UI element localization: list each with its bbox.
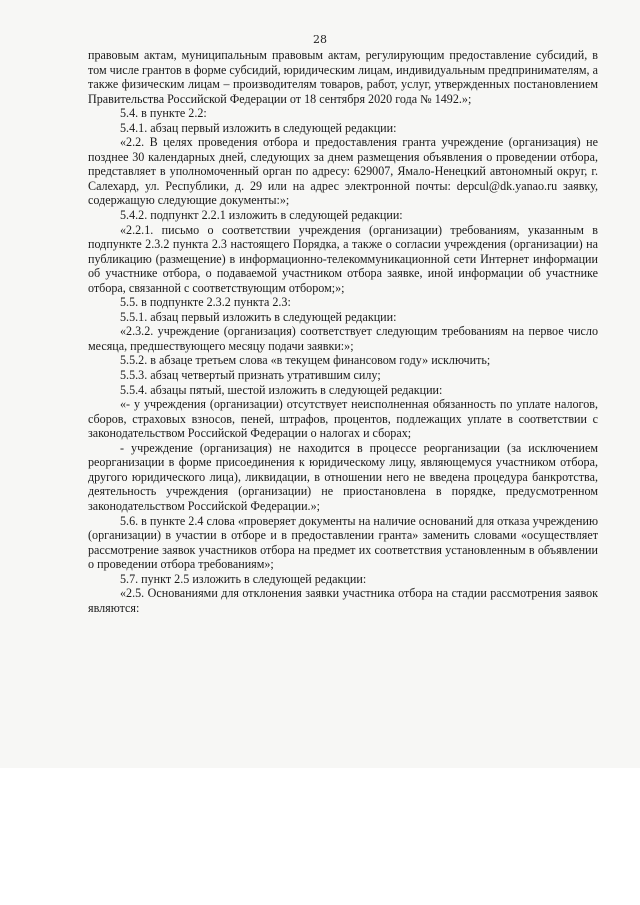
paragraph: 5.6. в пункте 2.4 слова «проверяет документы на наличие оснований для отказа учреждению (организации) в участии в отборе и в предоставлении гранта» заменить словами «осуществляет рассмотрение заявок участников отбора на предмет их соответствия установленным в объявлении о проведении отбора требованиям»; xyxy=(88,513,598,572)
paragraph: «2.2. В целях проведения отбора и предоставления гранта учреждение (организация) не позднее 30 календарных дней, следующих за днем размещения объявления о проведении отбора, представляет в уполномоченный орган по адресу: 629007, Ямало-Ненецкий автономный округ, г. Салехард, ул. Республики, д. 29 или на адрес электронной почты: depcul@dk.yanao.ru заявку, содержащую следующие документы:»; xyxy=(88,135,598,208)
paragraph: 5.5. в подпункте 2.3.2 пункта 2.3: xyxy=(120,295,291,310)
paragraph: 5.4. в пункте 2.2: xyxy=(120,106,207,121)
paragraph: «- у учреждения (организации) отсутствует неисполненная обязанность по уплате налогов, сборов, страховых взносов, пеней, штрафов, процентов, подлежащих уплате в соответствии с законодательством Российской Федерации о налогах и сборах; xyxy=(88,397,598,441)
paragraph: 5.5.2. в абзаце третьем слова «в текущем финансовом году» исключить; xyxy=(120,353,491,368)
paragraph: 5.4.1. абзац первый изложить в следующей редакции: xyxy=(120,120,397,135)
paragraph: 5.5.1. абзац первый изложить в следующей редакции: xyxy=(120,309,397,324)
document-body xyxy=(88,48,598,615)
paragraph: 5.5.3. абзац четвертый признать утратившим силу; xyxy=(120,368,381,383)
paragraph-continuation: правовым актам, муниципальным правовым актам, регулирующим предоставление субсидий, в том числе грантов в форме субсидий, юридическим лицам, индивидуальным предпринимателям, а также физическим лицам – производителям товаров, работ, услуг, утвержденных постановлением Правительства Российской Федерации от 18 сентября 2020 года № 1492.»; xyxy=(88,48,598,106)
paragraph: 5.5.4. абзацы пятый, шестой изложить в следующей редакции: xyxy=(120,382,443,397)
paragraph: - учреждение (организация) не находится в процессе реорганизации (за исключением реорганизации в форме присоединения к юридическому лицу, являющемуся участником отбора, другого юридического лица), ликвидации, в отношении него не введена процедура банкротства, деятельность учреждения (организации) не приостановлена в порядке, предусмотренном законодательством Российской Федерации.»; xyxy=(88,440,598,513)
paragraph: 5.7. пункт 2.5 изложить в следующей редакции: xyxy=(120,571,367,586)
paragraph: «2.3.2. учреждение (организация) соответствует следующим требованиям на первое число месяца, предшествующего месяцу подачи заявки:»; xyxy=(88,324,598,353)
page-number: 28 xyxy=(313,33,327,46)
paragraph: 5.4.2. подпункт 2.2.1 изложить в следующей редакции: xyxy=(120,208,403,223)
paragraph: «2.5. Основаниями для отклонения заявки участника отбора на стадии рассмотрения заявок являются: xyxy=(88,586,598,615)
paragraph: «2.2.1. письмо о соответствии учреждения (организации) требованиям, указанным в подпункте 2.3.2 пункта 2.3 настоящего Порядка, а также о согласии учреждения (организации) на публикацию (размещение) в информационно-телекоммуникационной сети Интернет информации об участнике отбора, о подаваемой участником отбора заявке, иной информации об участнике отбора, связанной с соответствующим отбором;»; xyxy=(88,222,598,295)
